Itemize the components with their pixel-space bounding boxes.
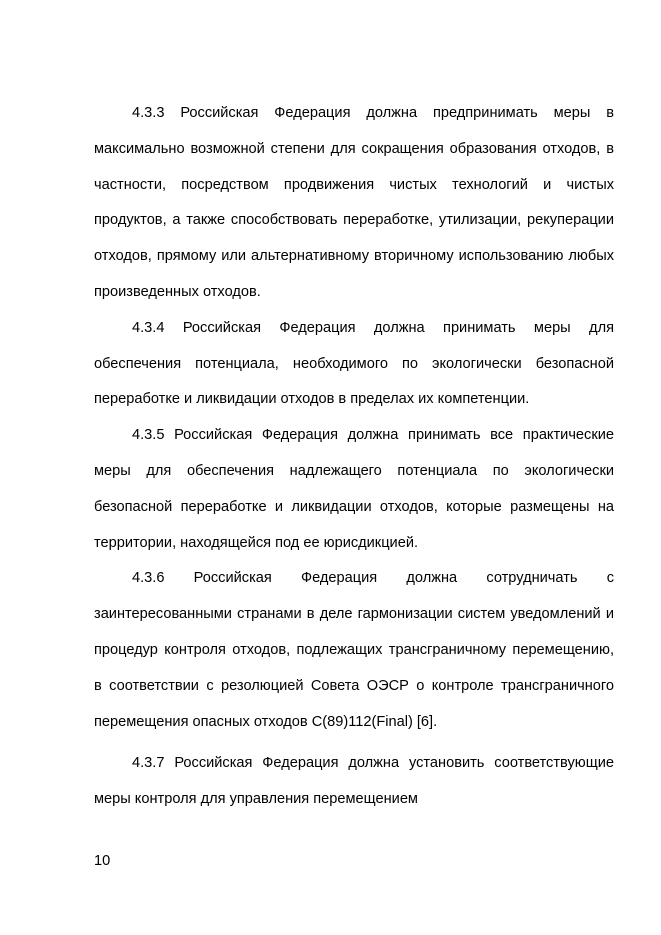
paragraph-4-3-7: 4.3.7 Российская Федерация должна установить соответствующие меры контроля для управления перемещением xyxy=(94,755,614,808)
page-number: 10 xyxy=(94,853,111,869)
paragraph-4-3-3: 4.3.3 Российская Федерация должна предпринимать меры в максимально возможной степени для сокращения образования отходов, в частности, посредством продвижения чистых технологий и чистых продуктов, а также способствовать переработке, утилизации, рекуперации отходов, прямому или альтернативному вторичному использованию любых произведенных отходов. xyxy=(94,105,614,300)
paragraph-4-3-5: 4.3.5 Российская Федерация должна принимать все практические меры для обеспечения надлежащего потенциала по экологически безопасной переработке и ликвидации отходов, которые размещены на территории, находящейся под ее юрисдикцией. xyxy=(94,427,614,551)
paragraph-4-3-6: 4.3.6 Российская Федерация должна сотрудничать с заинтересованными странами в деле гармонизации систем уведомлений и процедур контроля отходов, подлежащих трансграничному перемещению, в соответствии с резолюцией Совета ОЭСР о контроле трансграничного перемещения опасных отходов С(89)112(Final) [6]. xyxy=(94,570,614,730)
paragraph-4-3-4: 4.3.4 Российская Федерация должна принимать меры для обеспечения потенциала, необходимого по экологически безопасной переработке и ликвидации отходов в пределах их компетенции. xyxy=(94,319,614,408)
body-text xyxy=(94,96,614,818)
